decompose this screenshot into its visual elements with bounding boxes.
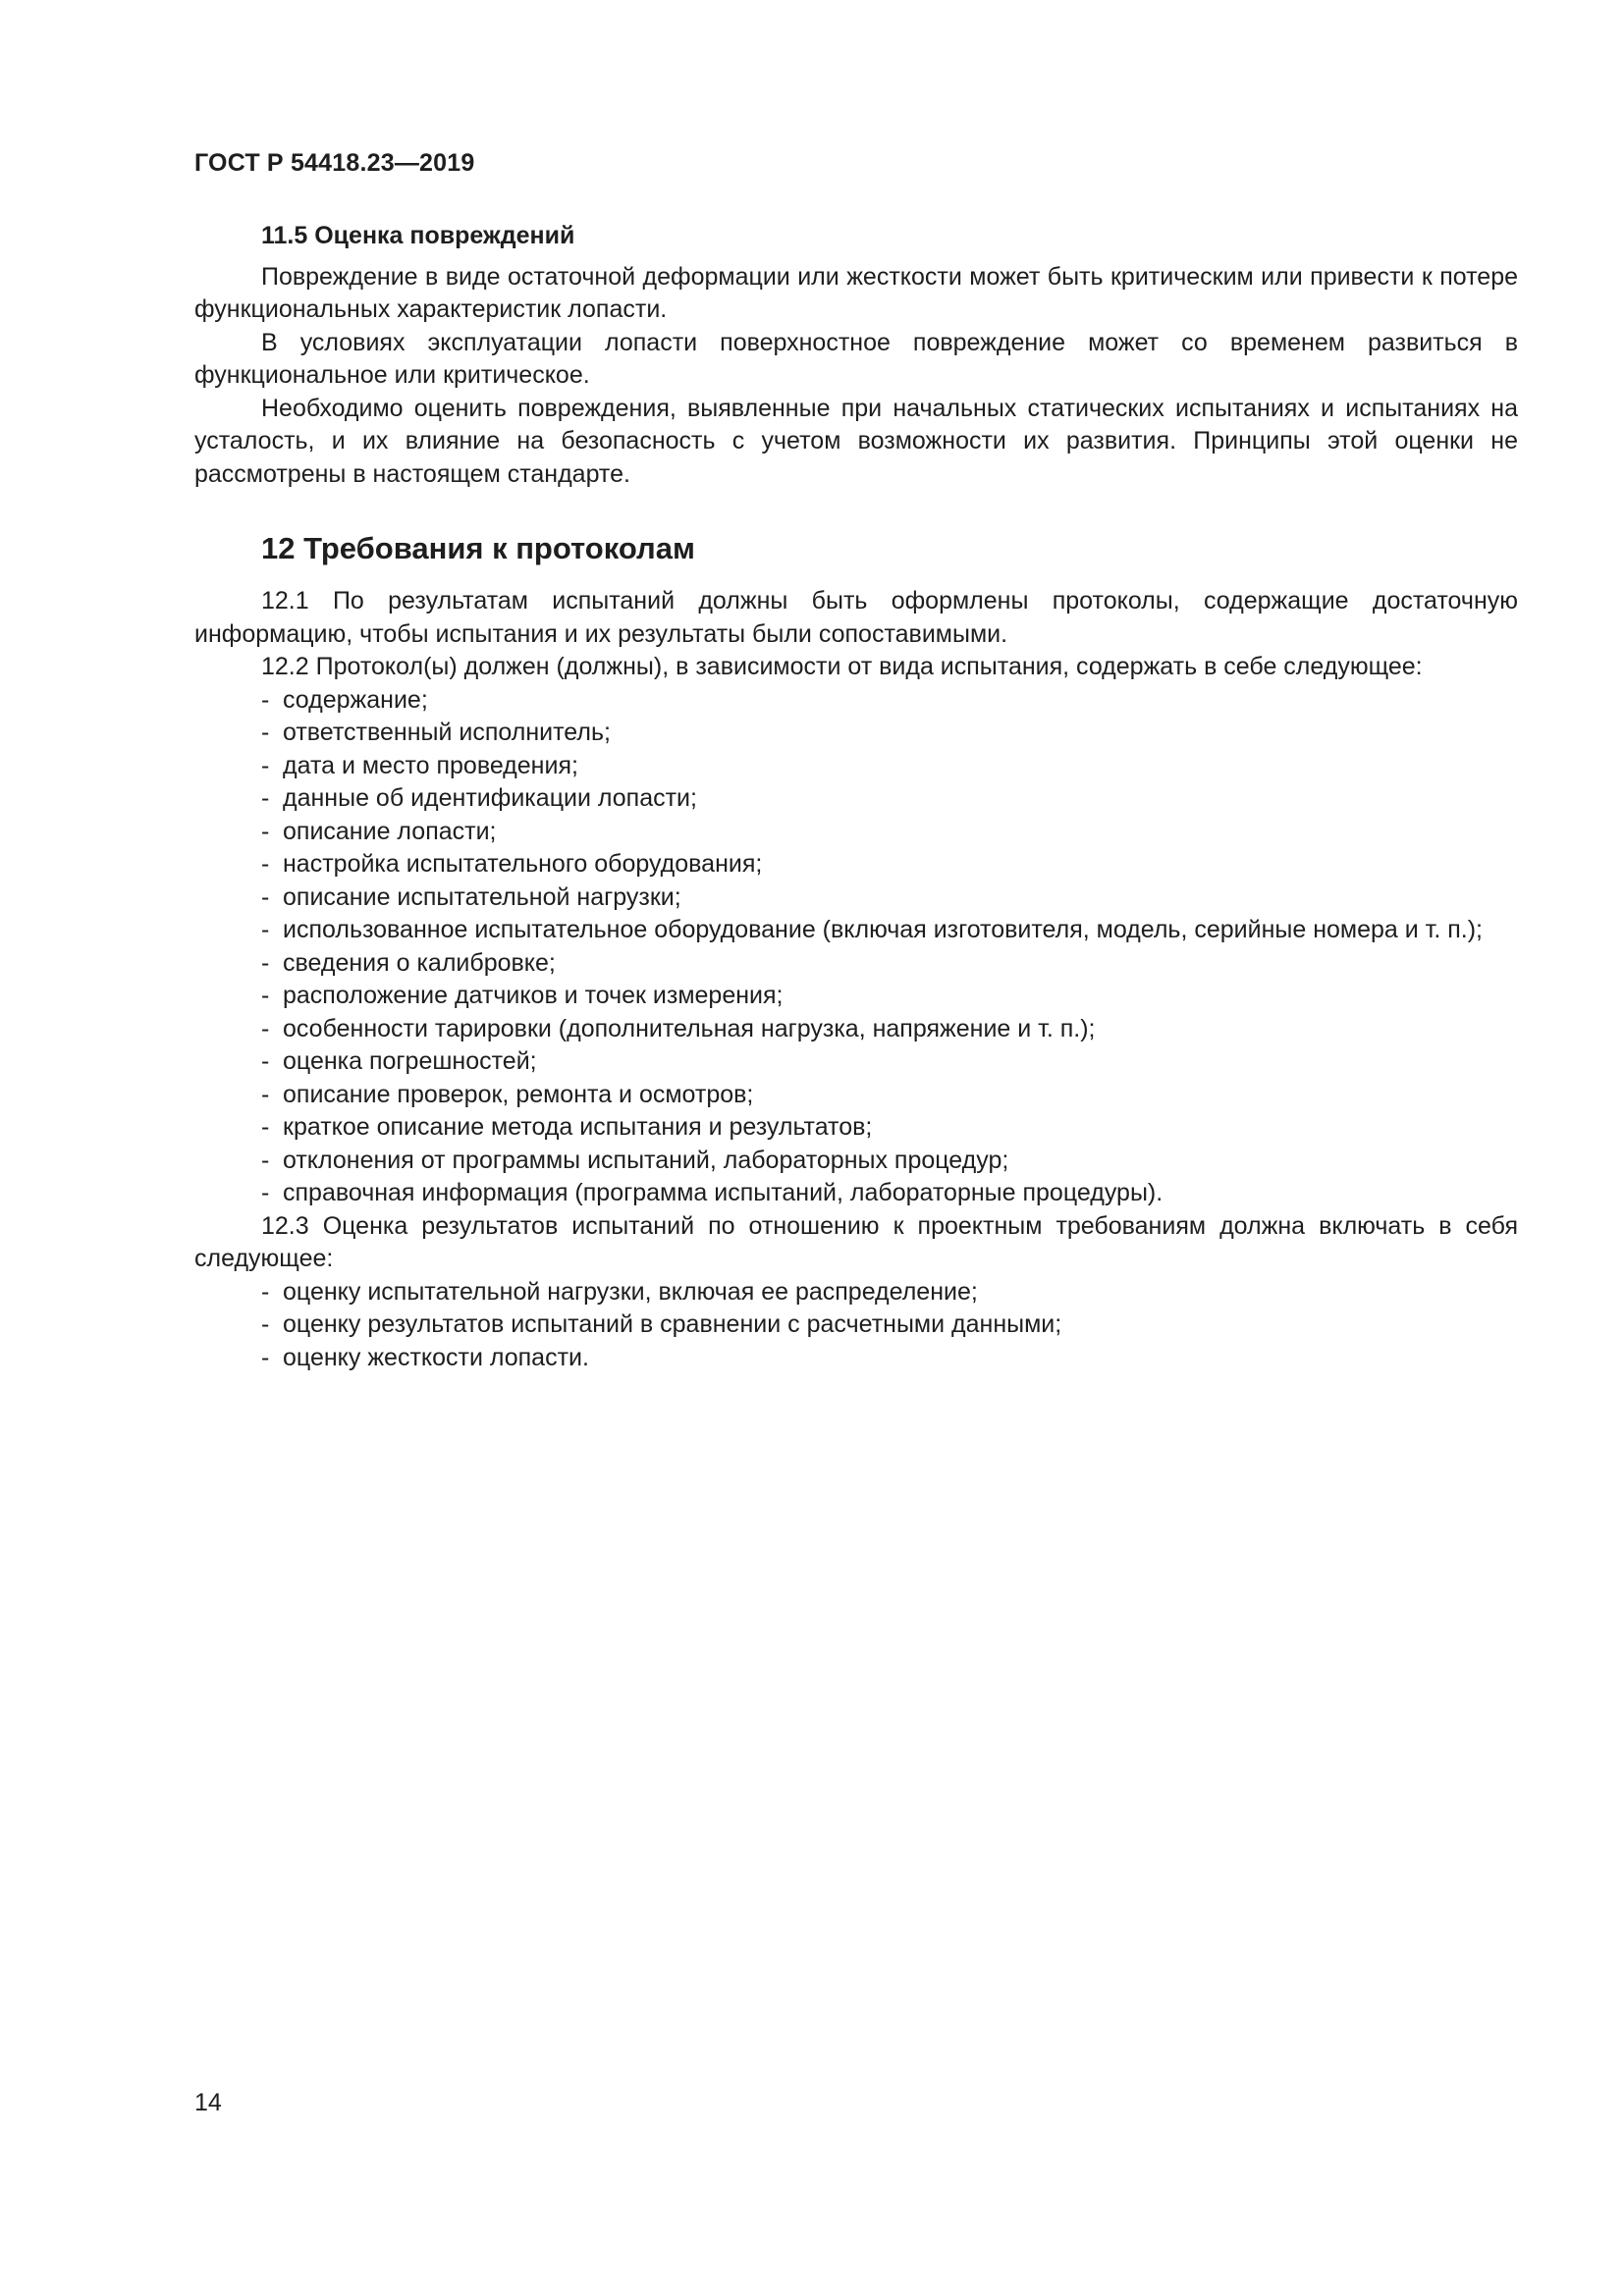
section-title-12: 12 Требования к протоколам [261,531,695,565]
list-item-text: использованное испытательное оборудование (включая изготовителя, модель, серийные номера и т. п.); [283,916,1483,943]
list-item-text: сведения о калибровке; [283,948,556,977]
list-item-text: особенности тарировки (дополнительная нагрузка, напряжение и т. п.); [283,1014,1096,1042]
list-item [194,816,1518,849]
list-item [194,1145,1518,1178]
list-item [194,848,1518,881]
list-item [194,717,1518,750]
list-item [194,1308,1518,1342]
list-dash: - [261,1343,270,1371]
list-dash: - [261,817,270,845]
paragraph: Необходимо оценить повреждения, выявленные при начальных статических испытаниях и испытаниях на усталость, и их влияние на безопасность с учетом возможности их развития. Принципы этой оценки не рассмотрены в настоящем стандарте. [194,394,1518,488]
paragraph: Повреждение в виде остаточной деформации или жесткости может быть критическим или привести к потере функциональных характеристик лопасти. [194,262,1518,323]
page-content [194,220,1518,1374]
list-item [194,980,1518,1013]
list-item-text: оценку результатов испытаний в сравнении с расчетными данными; [283,1310,1062,1338]
paragraph: В условиях эксплуатации лопасти поверхностное повреждение может со временем развиться в функциональное или критическое. [194,328,1518,389]
page-number: 14 [194,2089,222,2116]
list-item [194,1079,1518,1112]
list-item-text: описание проверок, ремонта и осмотров; [283,1080,754,1108]
list-dash: - [261,1014,270,1042]
list-item [194,1111,1518,1145]
list-dash: - [261,1113,270,1141]
standard-code-header: ГОСТ Р 54418.23—2019 [194,149,475,177]
list-item-text: описание лопасти; [283,817,497,845]
paragraph-12-2: 12.2 Протокол(ы) должен (должны), в зависимости от вида испытания, содержать в себе следующее: [261,653,1423,680]
protocol-contents-list [194,684,1518,1210]
list-item-text: дата и место проведения; [283,751,578,779]
list-item-text: справочная информация (программа испытаний, лабораторные процедуры). [283,1179,1164,1206]
list-item [194,750,1518,783]
list-item [194,1045,1518,1079]
list-dash: - [261,1080,270,1108]
list-item-text: расположение датчиков и точек измерения; [283,982,784,1009]
list-dash: - [261,1179,270,1206]
list-dash: - [261,982,270,1009]
list-item [194,1342,1518,1375]
list-item [194,684,1518,718]
list-item [194,947,1518,981]
list-item-text: ответственный исполнитель; [283,719,611,746]
list-dash: - [261,1047,270,1075]
list-item-text: данные об идентификации лопасти; [283,784,697,812]
list-item-text: настройка испытательного оборудования; [283,850,763,878]
list-item [194,1177,1518,1210]
list-item [194,881,1518,915]
subsection-title-11-5: 11.5 Оценка повреждений [261,222,575,249]
paragraph-12-3: 12.3 Оценка результатов испытаний по отношению к проектным требованиям должна включать в себя следующее: [194,1211,1518,1272]
list-item [194,1013,1518,1046]
list-dash: - [261,948,270,977]
list-dash: - [261,850,270,878]
list-item-text: содержание; [283,685,428,714]
list-dash: - [261,685,270,714]
list-item-text: отклонения от программы испытаний, лабораторных процедур; [283,1146,1009,1174]
list-item [194,914,1518,947]
paragraph-12-1: 12.1 По результатам испытаний должны быть оформлены протоколы, содержащие достаточную информацию, чтобы испытания и их результаты были сопоставимыми. [194,587,1518,648]
list-item-text: оценка погрешностей; [283,1047,537,1075]
list-dash: - [261,916,270,943]
list-item-text: оценку испытательной нагрузки, включая ее распределение; [283,1277,978,1306]
list-dash: - [261,1310,270,1338]
list-item [194,1276,1518,1309]
list-dash: - [261,751,270,779]
list-dash: - [261,882,270,911]
list-item-text: краткое описание метода испытания и результатов; [283,1113,873,1141]
list-item [194,782,1518,816]
list-dash: - [261,784,270,812]
list-dash: - [261,719,270,746]
list-dash: - [261,1277,270,1306]
evaluation-list [194,1276,1518,1375]
list-dash: - [261,1146,270,1174]
list-item-text: описание испытательной нагрузки; [283,882,681,911]
list-item-text: оценку жесткости лопасти. [283,1343,589,1371]
